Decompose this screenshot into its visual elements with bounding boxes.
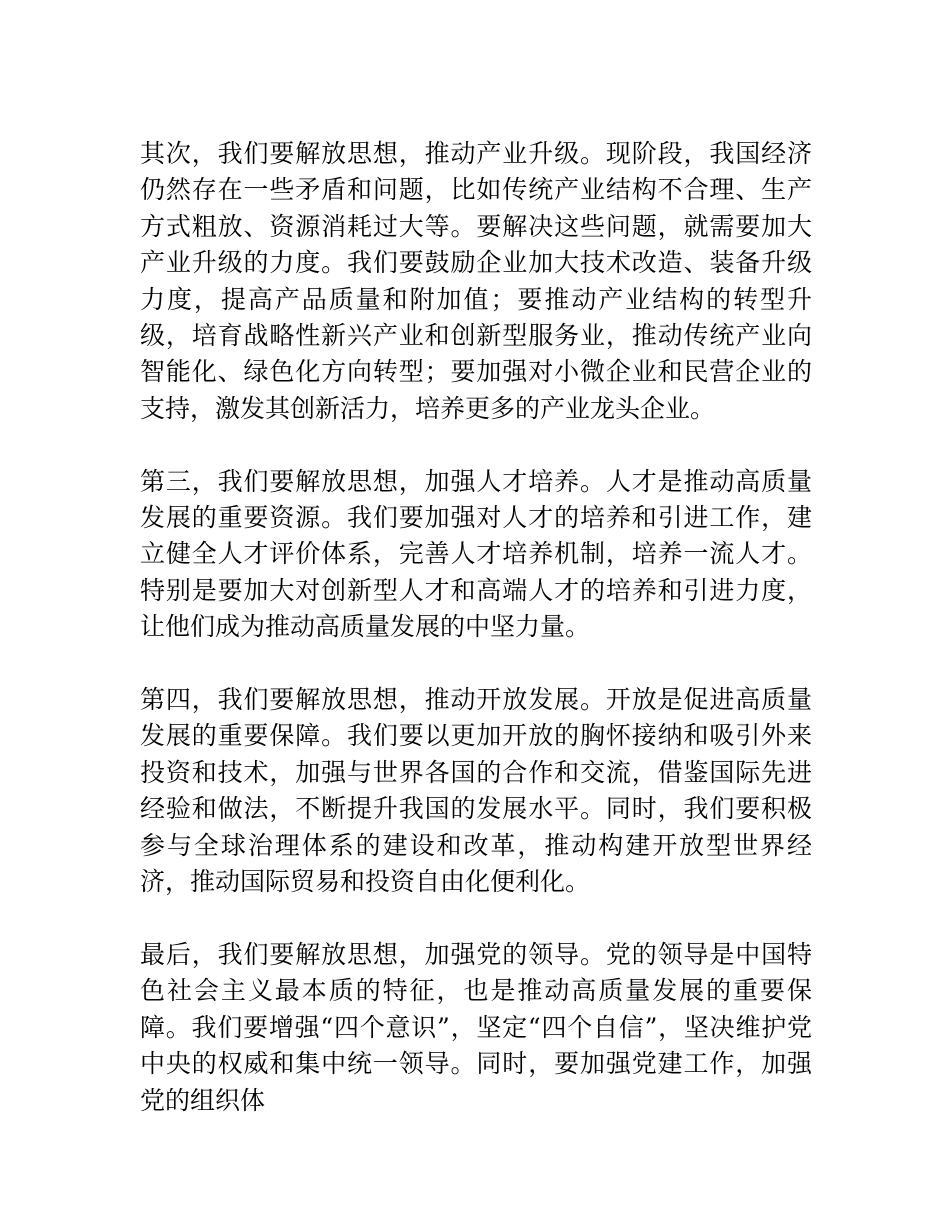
- paragraph-party-leadership: 最后，我们要解放思想，加强党的领导。党的领导是中国特色社会主义最本质的特征，也是推动高质量发展的重要保障。我们要增强“四个意识”，坚定“四个自信”，坚决维护党中央的权威和集中统一领导。同时，要加强党建工作，加强党的组织体: [140, 939, 812, 1115]
- document-body: [140, 136, 812, 1119]
- paragraph-talent-training: 第三，我们要解放思想，加强人才培养。人才是推动高质量发展的重要资源。我们要加强对人才的培养和引进工作，建立健全人才评价体系，完善人才培养机制，培养一流人才。特别是要加大对创新型人才和高端人才的培养和引进力度，让他们成为推动高质量发展的中坚力量。: [140, 466, 812, 642]
- paragraph-open-development: 第四，我们要解放思想，推动开放发展。开放是促进高质量发展的重要保障。我们要以更加开放的胸怀接纳和吸引外来投资和技术，加强与世界各国的合作和交流，借鉴国际先进经验和做法，不断提升我国的发展水平。同时，我们要积极参与全球治理体系的建设和改革，推动构建开放型世界经济，推动国际贸易和投资自由化便利化。: [140, 685, 812, 897]
- paragraph-industry-upgrade: 其次，我们要解放思想，推动产业升级。现阶段，我国经济仍然存在一些矛盾和问题，比如传统产业结构不合理、生产方式粗放、资源消耗过大等。要解决这些问题，就需要加大产业升级的力度。我们要鼓励企业加大技术改造、装备升级力度，提高产品质量和附加值；要推动产业结构的转型升级，培育战略性新兴产业和创新型服务业，推动传统产业向智能化、绿色化方向转型；要加强对小微企业和民营企业的支持，激发其创新活力，培养更多的产业龙头企业。: [140, 139, 812, 423]
